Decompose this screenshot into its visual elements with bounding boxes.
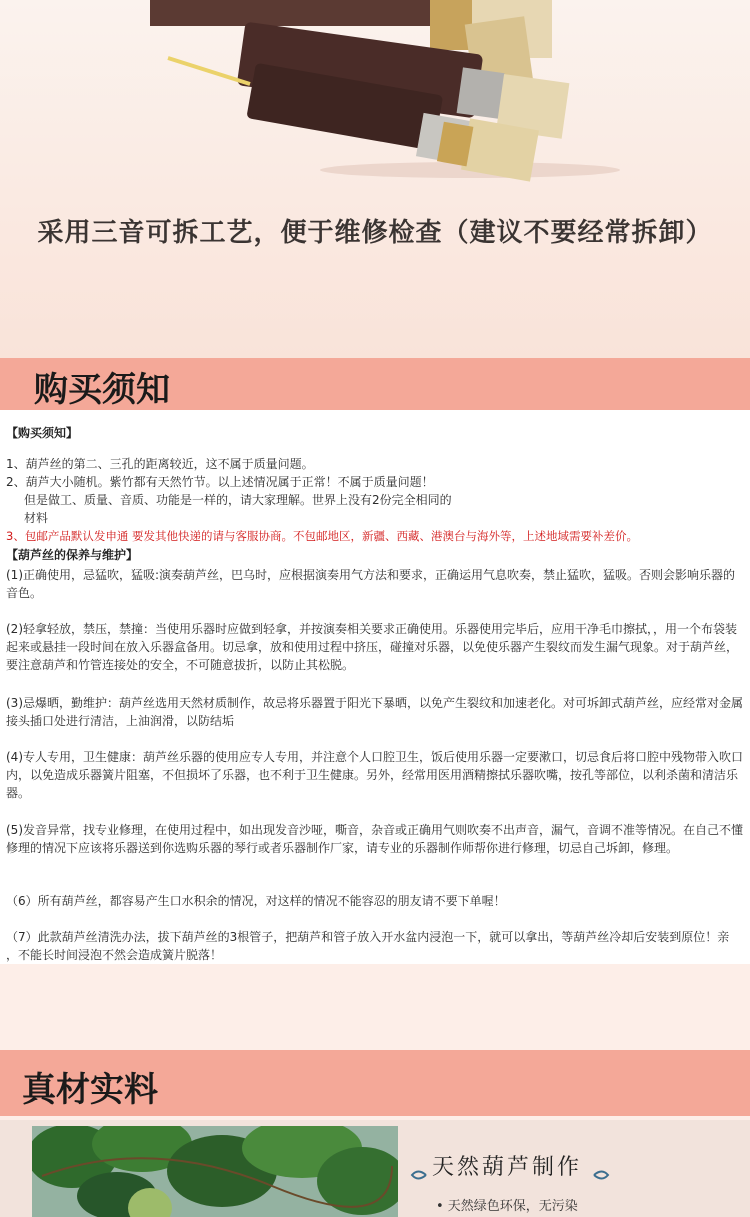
notice-item-1: 1、葫芦丝的第二、三孔的距离较近，这不属于质量问题。 [6,457,314,471]
care-item-4: (4)专人专用，卫生健康：葫芦丝乐器的使用应专人专用，并注意个人口腔卫生，饭后使用乐器一定要漱口，切忌食后将口腔中残物带入吹口内，以免造成乐器簧片阻塞，不但损坏了乐器，也不利于卫生健康。另外，经常用医用酒精擦拭乐器吹嘴，按孔等部位，以利杀菌和清洁乐器。 [6,750,744,800]
section-title-purchase: 购买须知 [34,370,170,410]
natural-gourd-title: 天然葫芦制作 [432,1155,583,1180]
care-header: 【葫芦丝的保养与维护】 [6,548,139,562]
care-item-2: (2)轻拿轻放，禁压，禁撞：当使用乐器时应做到轻拿，并按演奏相关要求正确使用。乐器使用完毕后，应用干净毛巾擦拭，，用一个布袋装起来或悬挂一段时间在放入乐器盒备用。切忌拿，放和使用过程中挤压，碰撞对乐器，以免使乐器产生裂纹而发生漏气现象。对于葫芦丝，要注意葫芦和竹管连接处的安全，不可随意拔折，以防止其松脱。 [6,622,739,672]
notice-header: 【购买须知】 [6,426,79,440]
care-item-5: (5)发音异常，找专业修理，在使用过程中，如出现发音沙哑，嘶音，杂音或正确用气则吹奏不出声音，漏气，音调不准等情况。在自己不懂修理的情况下应该将乐器送到你选购乐器的琴行或者乐器制作厂家，请专业的乐器制作师帮你进行修理，切忌自己坼卸，修理。 [6,823,744,855]
section-bar-material [0,1050,750,1116]
care-item-6: （6）所有葫芦丝，都容易产生口水积余的情况，对这样的情况不能容忍的朋友请不要下单喔！ [6,894,506,908]
scroll-ornament-left-icon [410,1168,428,1182]
notice-item-2: 2、葫芦大小随机。紫竹都有天然竹节。以上述情况属于正常！不属于质量问题！ [6,475,434,489]
hulusi-pipes-illustration [0,0,750,200]
purchase-notice [0,410,750,964]
section-title-material: 真材实料 [22,1070,158,1110]
notice-item-2c: 材料 [24,511,49,525]
care-item-7: （7）此款葫芦丝清洗办法，拔下葫芦丝的3根管子，把葫芦和管子放入开水盆内浸泡一下，就可以拿出，等葫芦丝冷却后安装到原位！亲 ，不能长时间浸泡不然会造成簧片脱落！ [6,930,730,962]
eco-bullet: • 天然绿色环保，无污染 [436,1199,578,1214]
scroll-ornament-right-icon [592,1168,610,1182]
care-item-1: (1)正确使用，忌猛吹，猛吸:演奏葫芦丝，巴乌时，应根据演奏用气方法和要求，正确运用气息吹奏，禁止猛吹，猛吸。否则会影响乐器的音色。 [6,568,736,600]
top-banner [0,0,750,358]
gourd-vine-photo [32,1126,398,1217]
care-item-3: (3)忌爆晒，勤维护：葫芦丝选用天然材质制作，故忌将乐器置于阳光下暴晒，以免产生裂纹和加速老化。对可坼卸式葫芦丝，应经常对金属接头插口处进行清洁，上油润滑，以防结垢 [6,696,744,728]
section-bar-purchase [0,358,750,410]
notice-item-2b: 但是做工、质量、音质、功能是一样的，请大家理解。世界上没有2份完全相同的 [24,493,452,507]
banner-tagline: 采用三音可拆工艺，便于维修检查（建议不要经常拆卸） [37,218,713,248]
notice-item-3: 3、包邮产品默认发申通 要发其他快递的请与客服协商。不包邮地区，新疆、西藏、港澳台与海外等，上述地域需要补差价。 [6,529,638,543]
